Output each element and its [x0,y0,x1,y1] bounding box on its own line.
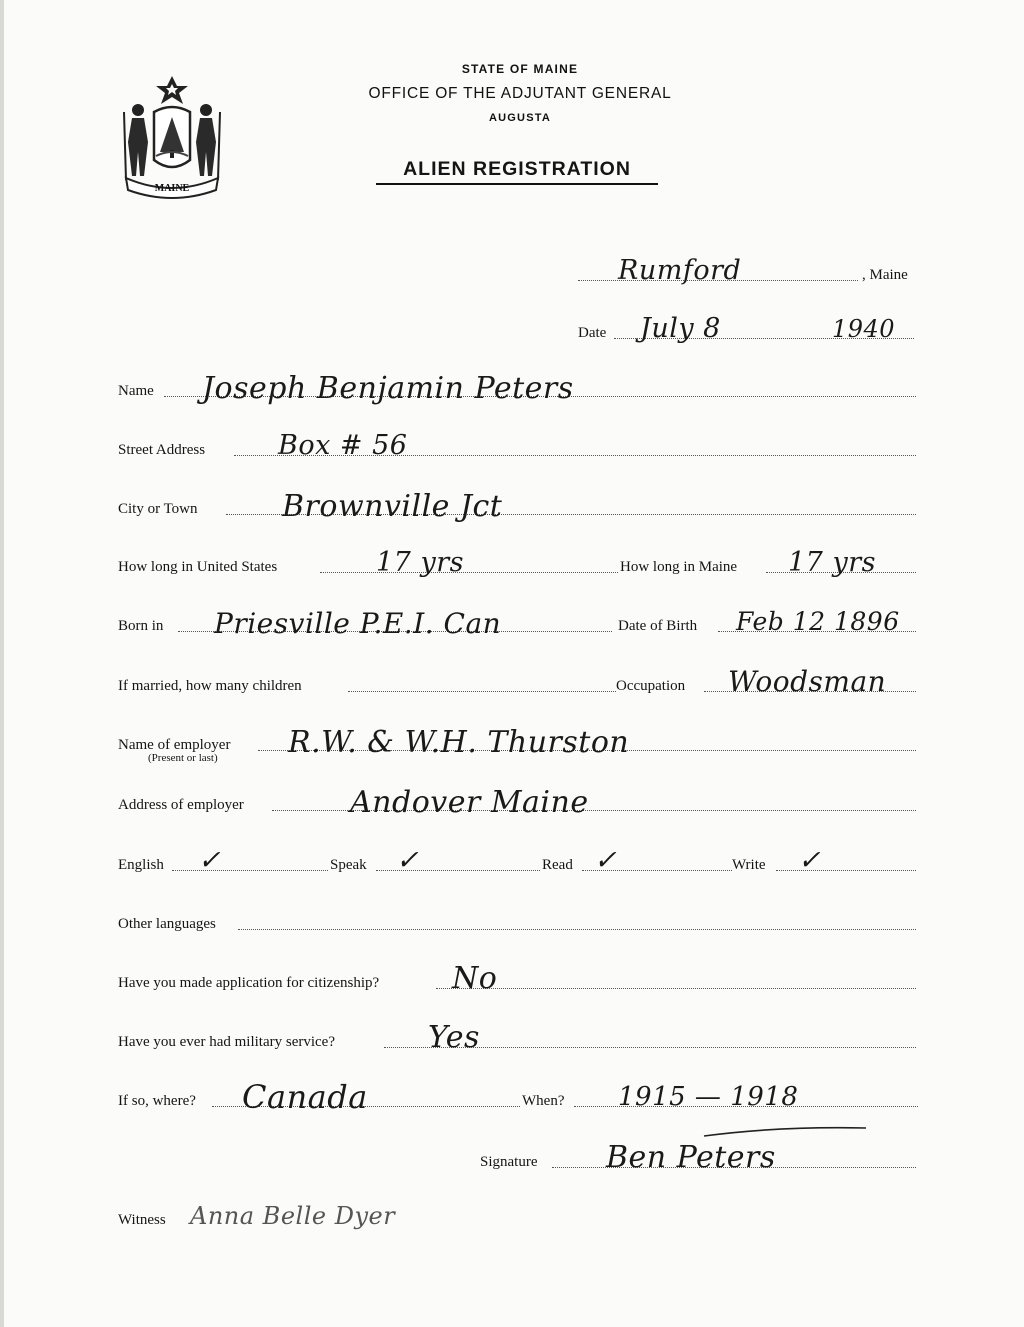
write-label: Write [732,857,766,873]
born-in-label: Born in [118,618,164,634]
city-value: Brownville Jct [282,489,503,524]
name-value: Joseph Benjamin Peters [202,371,574,406]
date-value: July 8 [640,313,721,344]
where-value: Canada [242,1078,368,1116]
other-languages-field[interactable] [118,909,918,933]
where-field[interactable] [118,1078,522,1116]
when-value: 1915 — 1918 [618,1082,799,1112]
write-field[interactable] [732,845,918,876]
speak-field[interactable] [330,845,542,876]
signature-label: Signature [480,1154,538,1170]
date-of-birth-field[interactable] [618,607,918,636]
english-label: English [118,857,164,873]
employer-address-field[interactable] [118,785,918,820]
children-field[interactable] [118,671,618,695]
when-label: When? [522,1093,565,1109]
street-address-value: Box # 56 [278,430,408,461]
how-long-maine-field[interactable] [620,547,918,578]
employer-value: R.W. & W.H. Thurston [288,725,630,760]
employer-address-value: Andover Maine [350,785,589,820]
name-label: Name [118,383,154,399]
english-field[interactable] [118,845,330,876]
citizenship-label: Have you made application for citizenship? [118,975,380,991]
born-in-field[interactable] [118,607,618,640]
office-heading: OFFICE OF THE ADJUTANT GENERAL [368,85,672,102]
svg-text:MAINE: MAINE [154,183,190,194]
when-field[interactable] [522,1082,918,1112]
military-service-field[interactable] [118,1020,918,1055]
date-label: Date [578,325,607,341]
street-address-field[interactable] [118,430,918,461]
citizenship-value: No [452,961,498,996]
street-address-label: Street Address [118,442,206,458]
speak-label: Speak [330,857,367,873]
write-value: ✓ [798,845,822,876]
date-of-birth-value: Feb 12 1896 [736,607,900,636]
employer-sublabel: (Present or last) [148,752,218,764]
read-field[interactable] [542,845,732,876]
witness-label: Witness [118,1212,166,1228]
date-year-value: 1940 [832,315,896,343]
speak-value: ✓ [396,845,420,876]
how-long-maine-value: 17 yrs [788,547,876,578]
state-heading: STATE OF MAINE [461,62,579,76]
children-label: If married, how many children [118,678,302,694]
place-label: , Maine [862,267,908,283]
english-value: ✓ [198,845,222,876]
signature-value: Ben Peters [606,1140,776,1175]
how-long-us-field[interactable] [118,547,618,578]
citizenship-field[interactable] [118,961,918,996]
city-heading: AUGUSTA [489,112,551,124]
witness-value: Anna Belle Dyer [190,1202,396,1230]
how-long-maine-label: How long in Maine [620,559,738,575]
date-of-birth-label: Date of Birth [618,618,698,634]
military-service-label: Have you ever had military service? [118,1034,335,1050]
occupation-field[interactable] [616,665,918,698]
signature-underline-flourish [700,1122,870,1142]
born-in-value: Priesville P.E.I. Can [214,607,502,640]
military-service-value: Yes [428,1020,480,1055]
city-label: City or Town [118,501,198,517]
where-label: If so, where? [118,1093,196,1109]
read-label: Read [542,857,573,873]
employer-label: Name of employer [118,737,231,753]
employer-address-label: Address of employer [118,797,244,813]
witness-field[interactable] [118,1202,538,1230]
place-field[interactable] [578,255,918,286]
how-long-us-label: How long in United States [118,559,278,575]
date-field[interactable] [578,313,918,344]
name-field[interactable] [118,371,918,406]
state-seal-icon [118,72,226,200]
place-value: Rumford [618,255,742,286]
occupation-value: Woodsman [728,665,887,698]
occupation-label: Occupation [616,678,686,694]
how-long-us-value: 17 yrs [376,547,464,578]
city-field[interactable] [118,489,918,524]
form-title: ALIEN REGISTRATION [376,158,658,185]
read-value: ✓ [594,845,618,876]
other-languages-label: Other languages [118,916,216,932]
signature-field[interactable] [480,1140,918,1175]
